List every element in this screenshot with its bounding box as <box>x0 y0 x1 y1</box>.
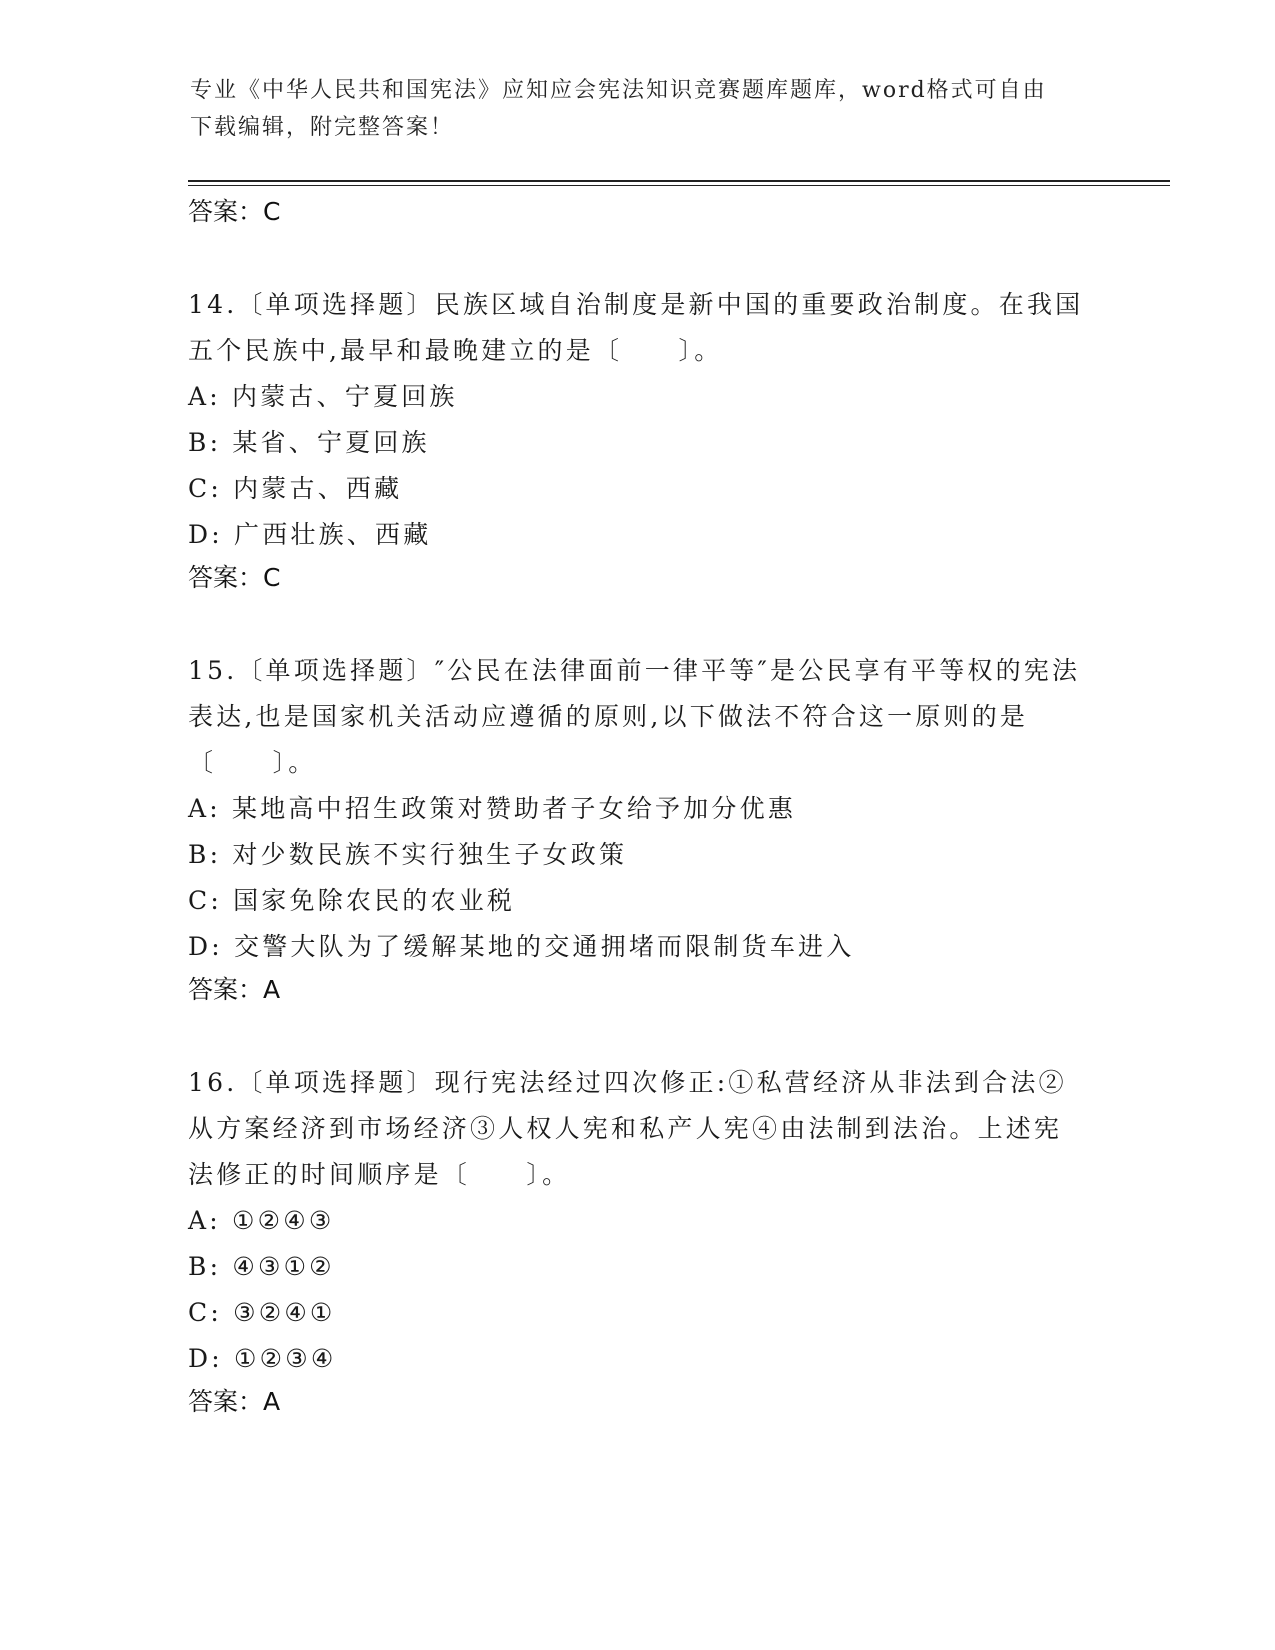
question-stem: 15.〔单项选择题〕″公民在法律面前一律平等″是公民享有平等权的宪法表达,也是国家机关活动应遵循的原则,以下做法不符合这一原则的是〔 〕。 <box>188 656 1081 777</box>
option-b: B: ④③①② <box>188 1252 335 1281</box>
answer-line: 答案：A <box>188 1387 281 1416</box>
answer-line: 答案：A <box>188 975 281 1004</box>
question-14 <box>188 282 1088 598</box>
header-line-2: 下载编辑，附完整答案！ <box>190 115 455 140</box>
option-a: A: 某地高中招生政策对赞助者子女给予加分优惠 <box>188 794 797 823</box>
answer-line: 答案：C <box>188 197 281 226</box>
option-d: D: 交警大队为了缓解某地的交通拥堵而限制货车进入 <box>188 932 855 961</box>
option-a: A: 内蒙古、宁夏回族 <box>188 382 458 411</box>
question-15 <box>188 648 1088 1010</box>
option-c: C: ③②④① <box>188 1298 336 1327</box>
header-line-1: 专业《中华人民共和国宪法》应知应会宪法知识竞赛题库题库，word格式可自由 <box>190 78 1047 103</box>
option-b: B: 某省、宁夏回族 <box>188 428 430 457</box>
option-c: C: 内蒙古、西藏 <box>188 474 403 503</box>
document-header <box>190 72 1090 146</box>
option-a: A: ①②④③ <box>188 1206 335 1235</box>
question-16 <box>188 1060 1088 1422</box>
question-stem: 14.〔单项选择题〕民族区域自治制度是新中国的重要政治制度。在我国五个民族中,最早和最晚建立的是〔 〕。 <box>188 290 1084 365</box>
answer-line: 答案：C <box>188 563 281 592</box>
document-body <box>188 192 1088 1422</box>
option-b: B: 对少数民族不实行独生子女政策 <box>188 840 628 869</box>
header-rule-thin <box>188 185 1170 186</box>
option-d: D: 广西壮族、西藏 <box>188 520 432 549</box>
header-rule-thick <box>188 180 1170 182</box>
option-c: C: 国家免除农民的农业税 <box>188 886 516 915</box>
question-stem: 16.〔单项选择题〕现行宪法经过四次修正:①私营经济从非法到合法②从方案经济到市场经济③人权人宪和私产人宪④由法制到法治。上述宪法修正的时间顺序是〔 〕。 <box>188 1068 1067 1189</box>
option-d: D: ①②③④ <box>188 1344 337 1373</box>
